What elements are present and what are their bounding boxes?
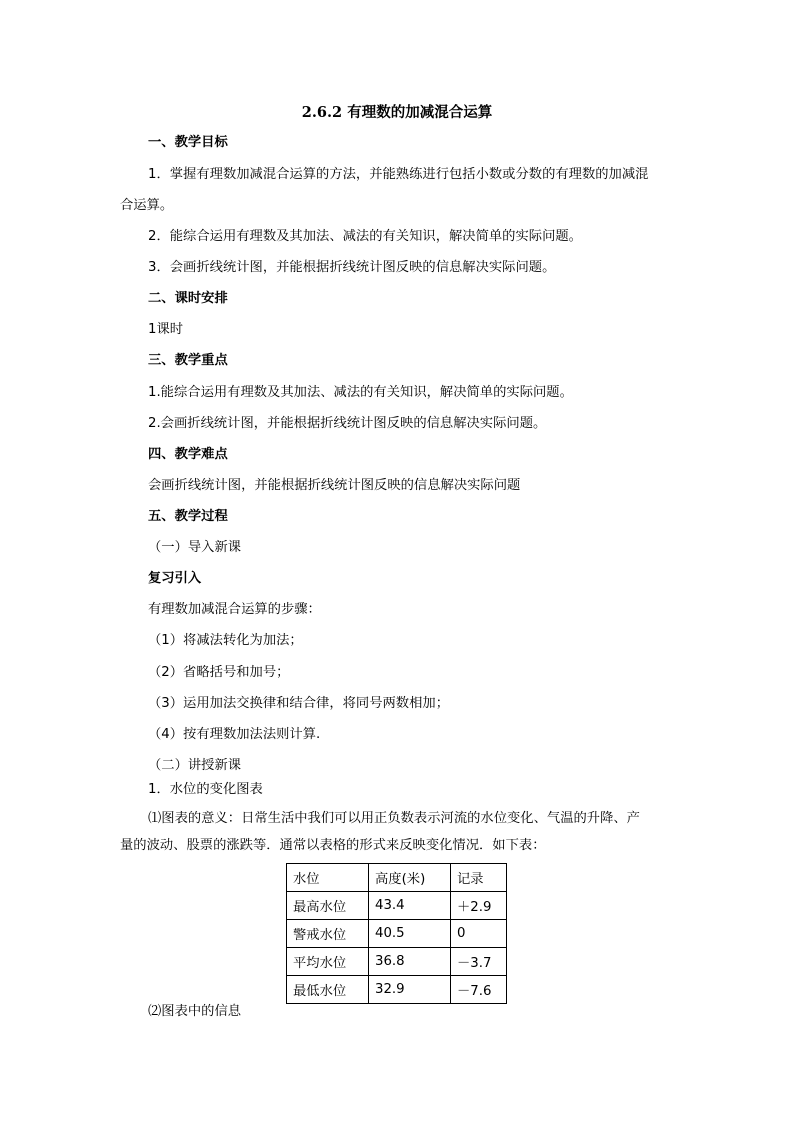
table-header-cell: 水位 bbox=[287, 864, 369, 892]
step-4: （4）按有理数加法法则计算. bbox=[148, 727, 321, 742]
table-row bbox=[287, 920, 507, 948]
schedule-text: 1课时 bbox=[148, 322, 184, 337]
table-cell: 平均水位 bbox=[287, 948, 369, 976]
table-cell: 40.5 bbox=[369, 920, 451, 948]
table-cell: 36.8 bbox=[369, 948, 451, 976]
meaning-line-1: ⑴图表的意义：日常生活中我们可以用正负数表示河流的水位变化、气温的升降、产 bbox=[148, 811, 640, 826]
section-heading-schedule: 二、课时安排 bbox=[148, 291, 228, 306]
step-1: （1）将减法转化为加法； bbox=[148, 633, 303, 648]
key-point-2: 2.会画折线统计图，并能根据折线统计图反映的信息解决实际问题。 bbox=[148, 416, 547, 431]
table-header-cell: 记录 bbox=[451, 864, 507, 892]
objective-1-line-1: 1．掌握有理数加减混合运算的方法，并能熟练进行包括小数或分数的有理数的加减混 bbox=[148, 167, 649, 182]
table-header-row bbox=[287, 864, 507, 892]
difficulty-text: 会画折线统计图，并能根据折线统计图反映的信息解决实际问题 bbox=[148, 478, 521, 493]
topic-water-level: 1．水位的变化图表 bbox=[148, 782, 263, 797]
section-heading-difficulties: 四、教学难点 bbox=[148, 447, 228, 462]
table-cell: 最低水位 bbox=[287, 976, 369, 1004]
step-3: （3）运用加法交换律和结合律，将同号两数相加； bbox=[148, 696, 449, 711]
table-cell: ＋2.9 bbox=[451, 892, 507, 920]
table-row bbox=[287, 976, 507, 1004]
objective-3: 3．会画折线统计图，并能根据折线统计图反映的信息解决实际问题。 bbox=[148, 260, 556, 275]
objective-2: 2．能综合运用有理数及其加法、减法的有关知识，解决简单的实际问题。 bbox=[148, 229, 582, 244]
steps-intro: 有理数加减混合运算的步骤： bbox=[148, 602, 321, 617]
review-heading: 复习引入 bbox=[148, 571, 202, 586]
table-header-cell: 高度(米) bbox=[369, 864, 451, 892]
subsection-intro: （一）导入新课 bbox=[148, 540, 242, 555]
step-2: （2）省略括号和加号； bbox=[148, 665, 290, 680]
table-row bbox=[287, 948, 507, 976]
table-cell: －3.7 bbox=[451, 948, 507, 976]
table-cell: 32.9 bbox=[369, 976, 451, 1004]
subsection-new-lesson: （二）讲授新课 bbox=[148, 758, 242, 773]
table-row bbox=[287, 892, 507, 920]
water-level-table bbox=[286, 863, 507, 1004]
table-cell: －7.6 bbox=[451, 976, 507, 1004]
table-cell: 警戒水位 bbox=[287, 920, 369, 948]
key-point-1: 1.能综合运用有理数及其加法、减法的有关知识，解决简单的实际问题。 bbox=[148, 385, 573, 400]
chart-info-heading: ⑵图表中的信息 bbox=[148, 1004, 242, 1019]
section-heading-process: 五、教学过程 bbox=[148, 509, 228, 524]
table-cell: 最高水位 bbox=[287, 892, 369, 920]
objective-1-line-2: 合运算。 bbox=[120, 198, 174, 213]
document-title: 2.6.2 有理数的加减混合运算 bbox=[301, 104, 493, 121]
section-heading-key-points: 三、教学重点 bbox=[148, 353, 228, 368]
table-cell: 43.4 bbox=[369, 892, 451, 920]
table-cell: 0 bbox=[451, 920, 507, 948]
meaning-line-2: 量的波动、股票的涨跌等．通常以表格的形式来反映变化情况．如下表： bbox=[120, 838, 546, 853]
section-heading-objectives: 一、教学目标 bbox=[148, 135, 228, 150]
